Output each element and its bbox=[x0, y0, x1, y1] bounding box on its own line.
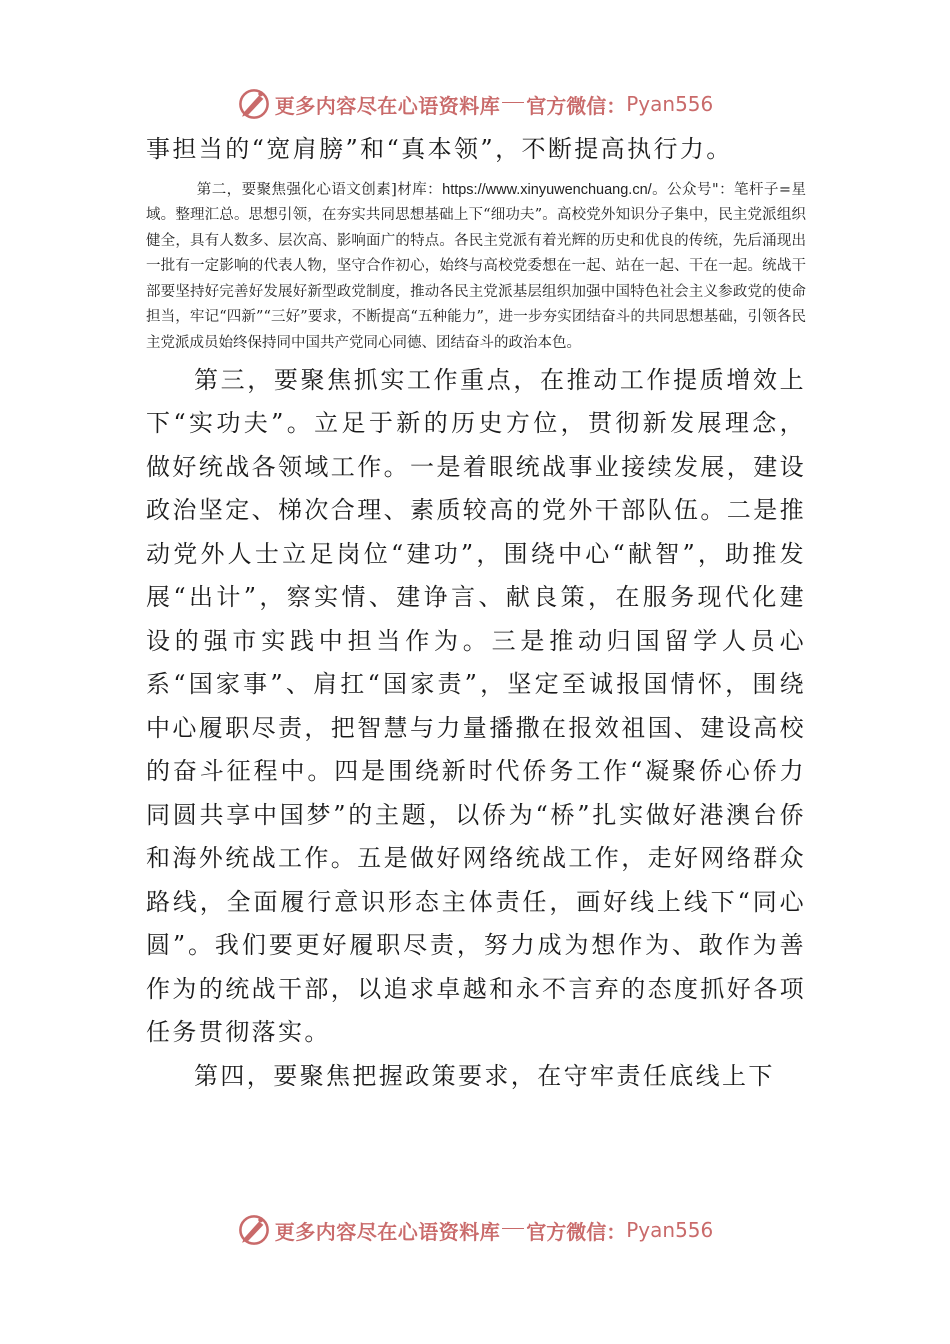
paragraph-2 bbox=[146, 178, 806, 357]
banner-suffix: 官方微信： bbox=[526, 1219, 627, 1244]
banner-id: Pyan556 bbox=[626, 1218, 714, 1242]
banner-text: 更多内容尽在心语资料库 bbox=[274, 1219, 501, 1244]
website-link[interactable]: https://www.xinyuwenchuang.cn/ bbox=[442, 181, 652, 198]
banner-dash bbox=[502, 1228, 524, 1229]
banner-id: Pyan556 bbox=[626, 92, 714, 116]
paragraph-3: 第三，要聚焦抓实工作重点，在推动工作提质增效上下“实功夫”。立足于新的历史方位，贯彻新发展理念，做好统战各领域工作。一是着眼统战事业接续发展，建设政治坚定、梯次合理、素质较高的党外干部队伍。二是推动党外人士立足岗位“建功”，围绕中心“献智”，助推发展“出计”，察实情、建诤言、献良策，在服务现代化建设的强市实践中担当作为。三是推动归国留学人员心系“国家事”、肩扛“国家责”，坚定至诚报国情怀，围绕中心履职尽责，把智慧与力量播撒在报效祖国、建设高校的奋斗征程中。四是围绕新时代侨务工作“凝聚侨心侨力同圆共享中国梦”的主题，以侨为“桥”扎实做好港澳台侨和海外统战工作。五是做好网络统战工作，走好网络群众路线，全面履行意识形态主体责任，画好线上线下“同心圆”。我们要更好履职尽责，努力成为想作为、敢作为善作为的统战干部，以追求卓越和永不言弃的态度抓好各项任务贯彻落实。 bbox=[146, 365, 806, 1047]
paragraph-2-lead: 第二，要聚焦强化心语文创素]材库： bbox=[196, 181, 443, 198]
footer-banner bbox=[0, 1210, 950, 1250]
paragraph-4: 第四，要聚焦把握政策要求，在守牢责任底线上下 bbox=[194, 1061, 775, 1090]
document-body bbox=[146, 128, 806, 1098]
header-banner bbox=[0, 84, 950, 124]
banner-text: 更多内容尽在心语资料库 bbox=[274, 93, 501, 118]
banner-dash bbox=[502, 102, 524, 103]
banner-suffix: 官方微信： bbox=[526, 93, 627, 118]
pen-logo-icon bbox=[237, 87, 271, 121]
paragraph-1: 事担当的“宽肩膀”和“真本领”，不断提高执行力。 bbox=[146, 135, 733, 163]
paragraph-2-rest: 。公众号"：笔杆子=星域。整理汇总。思想引领，在夯实共同思想基础上下“细功夫”。高校党外知识分子集中，民主党派组织健全，具有人数多、层次高、影响面广的特点。各民主党派有着光辉的历史和优良的传统，先后涌现出一批有一定影响的代表人物，坚守合作初心，始终与高校党委想在一起、站在一起、干在一起。统战干部要坚持好完善好发展好新型政党制度，推动各民主党派基层组织加强中国特色社会主义参政党的使命担当，牢记“四新”“三好”要求，不断提高“五种能力”，进一步夯实团结奋斗的共同思想基础，引领各民主党派成员始终保持同中国共产党同心同德、团结奋斗的政治本色。 bbox=[146, 181, 806, 352]
pen-logo-icon bbox=[237, 1213, 271, 1247]
